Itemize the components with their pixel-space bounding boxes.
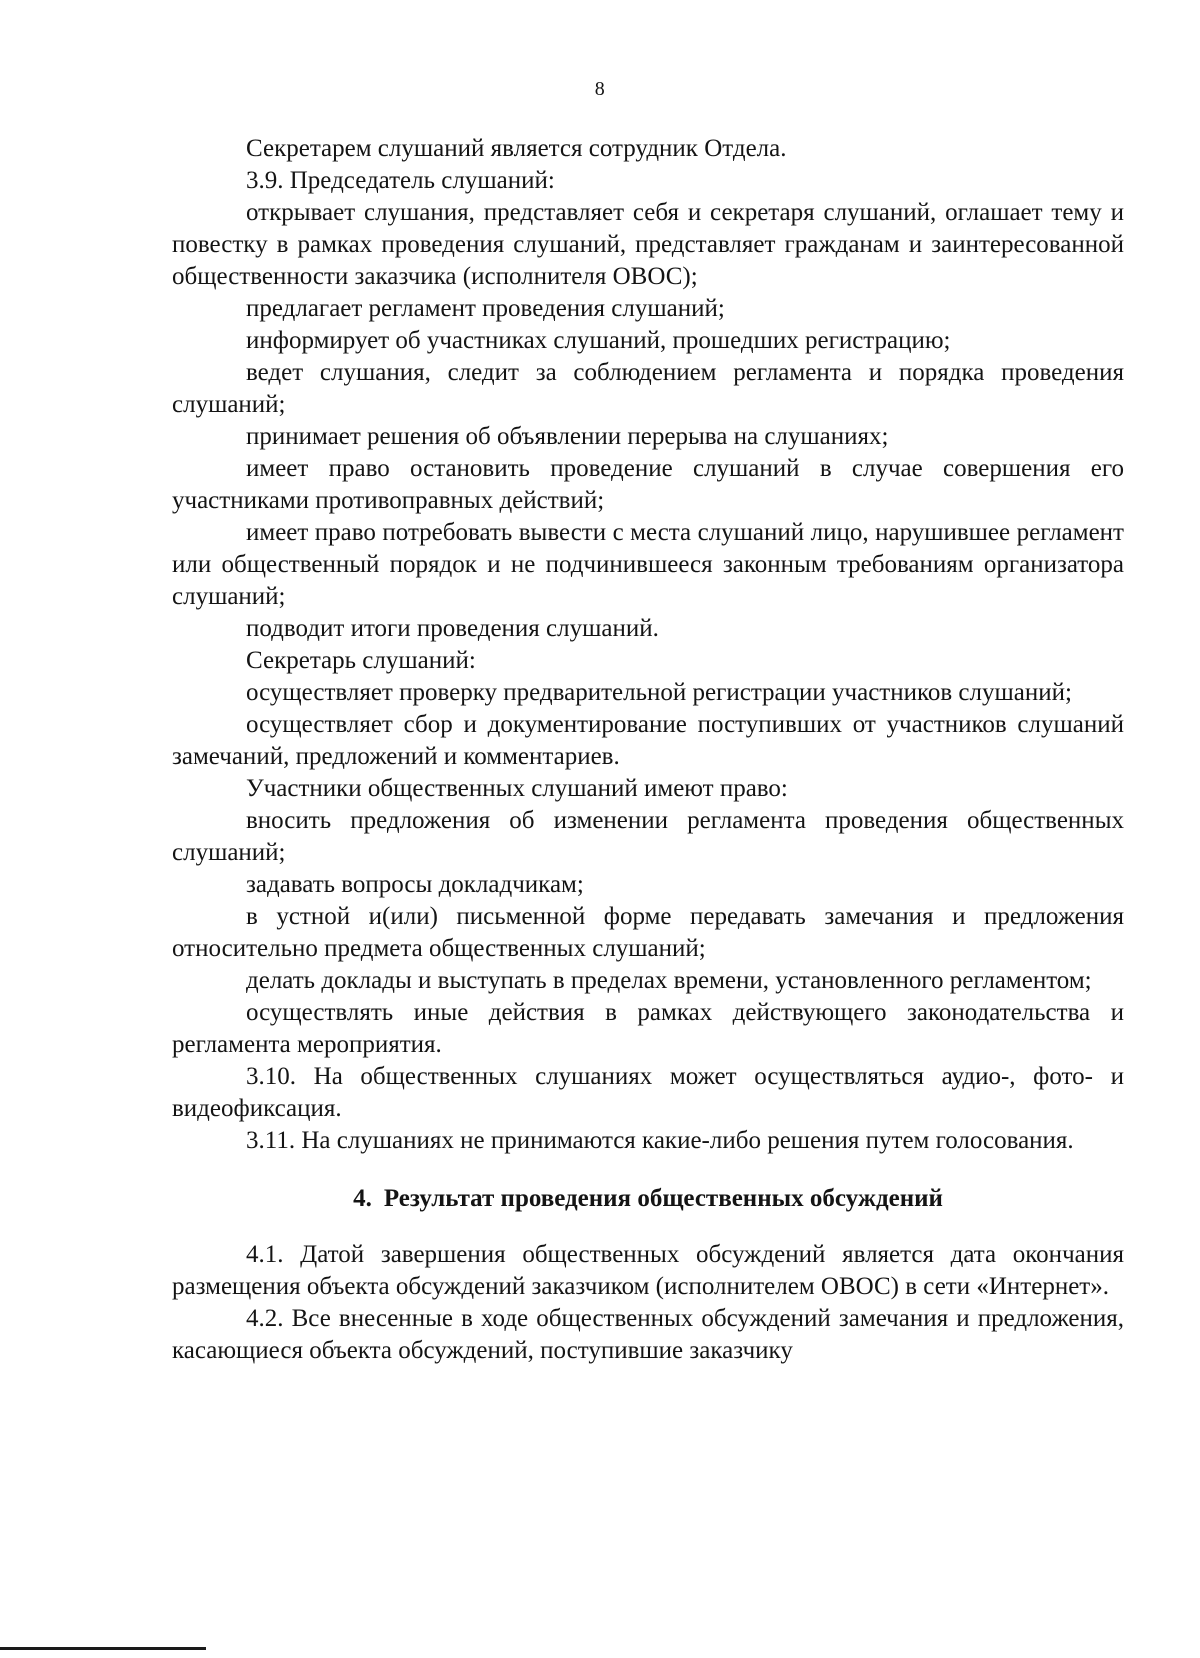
paragraph: принимает решения об объявлении перерыва на слушаниях;: [246, 423, 889, 450]
paragraph: имеет право остановить проведение слушаний в случае совершения его участниками противоправных действий;: [172, 455, 1124, 514]
page-number: 8: [594, 78, 606, 100]
paragraph: Участники общественных слушаний имеют право:: [246, 775, 788, 802]
paragraph: Секретарь слушаний:: [246, 647, 476, 674]
paragraph: задавать вопросы докладчикам;: [246, 871, 584, 898]
paragraph: делать доклады и выступать в пределах времени, установленного регламентом;: [246, 967, 1092, 994]
section-title: Результат проведения общественных обсуждений: [383, 1185, 943, 1212]
paragraph: информирует об участниках слушаний, прошедших регистрацию;: [246, 327, 951, 354]
section-number: 4.: [353, 1185, 372, 1212]
paragraph: осуществляет проверку предварительной регистрации участников слушаний;: [246, 679, 1072, 706]
document-body: [172, 133, 1124, 1367]
paragraph: 4.2. Все внесенные в ходе общественных обсуждений замечания и предложения, касающиеся объекта обсуждений, поступившие заказчику: [172, 1305, 1124, 1364]
paragraph: осуществляет сбор и документирование поступивших от участников слушаний замечаний, предложений и комментариев.: [172, 711, 1124, 770]
paragraph: Секретарем слушаний является сотрудник Отдела.: [246, 135, 787, 162]
section-heading: [172, 1183, 1124, 1215]
paragraph: открывает слушания, представляет себя и секретаря слушаний, оглашает тему и повестку в рамках проведения слушаний, представляет гражданам и заинтересованной общественности заказчика (исполнителя ОВОС);: [172, 199, 1124, 290]
paragraph: предлагает регламент проведения слушаний;: [246, 295, 725, 322]
paragraph: 3.9. Председатель слушаний:: [246, 167, 555, 194]
footer-rule: [0, 1647, 206, 1650]
paragraph: 4.1. Датой завершения общественных обсуждений является дата окончания размещения объекта обсуждений заказчиком (исполнителем ОВОС) в сети «Интернет».: [172, 1241, 1124, 1300]
paragraph: в устной и(или) письменной форме передавать замечания и предложения относительно предмета общественных слушаний;: [172, 903, 1124, 962]
paragraph: 3.10. На общественных слушаниях может осуществляться аудио-, фото- и видеофиксация.: [172, 1063, 1124, 1122]
paragraph: осуществлять иные действия в рамках действующего законодательства и регламента мероприятия.: [172, 999, 1124, 1058]
paragraph: ведет слушания, следит за соблюдением регламента и порядка проведения слушаний;: [172, 359, 1124, 418]
paragraph: подводит итоги проведения слушаний.: [246, 615, 659, 642]
paragraph: 3.11. На слушаниях не принимаются какие-либо решения путем голосования.: [246, 1127, 1074, 1154]
paragraph: имеет право потребовать вывести с места слушаний лицо, нарушившее регламент или общественный порядок и не подчинившееся законным требованиям организатора слушаний;: [172, 519, 1124, 610]
paragraph: вносить предложения об изменении регламента проведения общественных слушаний;: [172, 807, 1124, 866]
